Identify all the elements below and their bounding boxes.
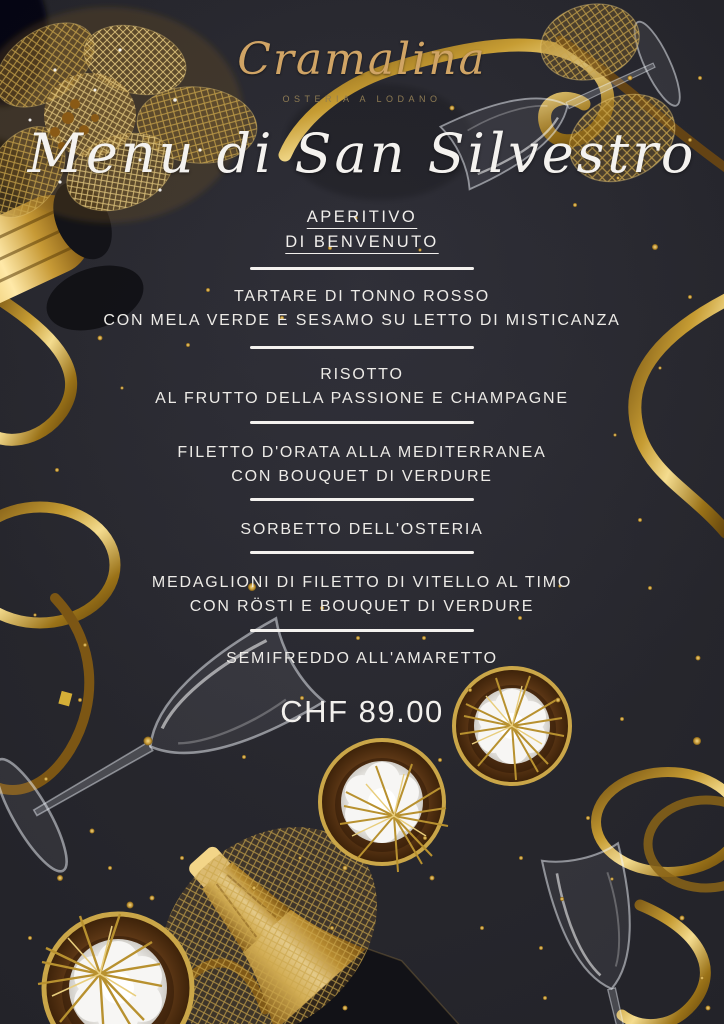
course-name: TARTARE DI TONNO ROSSO — [234, 288, 490, 305]
course-divider — [250, 267, 474, 270]
course-item — [0, 518, 724, 542]
course-divider — [250, 421, 474, 424]
course-item — [0, 647, 724, 671]
course-name: SEMIFREDDO ALL'AMARETTO — [226, 650, 498, 667]
course-name: RISOTTO — [320, 366, 404, 383]
course-item — [0, 441, 724, 489]
section-line1: APERITIVO — [306, 208, 418, 226]
section-line2: DI BENVENUTO — [285, 232, 439, 251]
course-name: SORBETTO DELL'OSTERIA — [240, 521, 484, 538]
menu-price: CHF 89.00 — [280, 694, 444, 729]
course-item — [0, 285, 724, 333]
course-divider — [250, 498, 474, 501]
course-name: MEDAGLIONI DI FILETTO DI VITELLO AL TIMO — [151, 574, 573, 591]
course-detail: CON RÖSTI E BOUQUET DI VERDURE — [189, 598, 535, 615]
page-title: Menu di San Silvestro — [27, 122, 697, 185]
course-name: FILETTO D'ORATA ALLA MEDITERRANEA — [177, 444, 547, 461]
brand-subtitle: OSTERIA A LODANO — [282, 94, 442, 104]
brand-logo: Cramalina — [237, 34, 487, 85]
course-detail: CON MELA VERDE E SESAMO SU LETTO DI MISTICANZA — [103, 312, 621, 329]
course-item — [0, 571, 724, 619]
course-divider — [250, 629, 474, 632]
course-divider — [250, 551, 474, 554]
course-detail: CON BOUQUET DI VERDURE — [231, 468, 493, 485]
course-item — [0, 363, 724, 411]
course-detail: AL FRUTTO DELLA PASSIONE E CHAMPAGNE — [155, 390, 569, 407]
section-heading — [0, 205, 724, 255]
course-divider — [250, 346, 474, 349]
